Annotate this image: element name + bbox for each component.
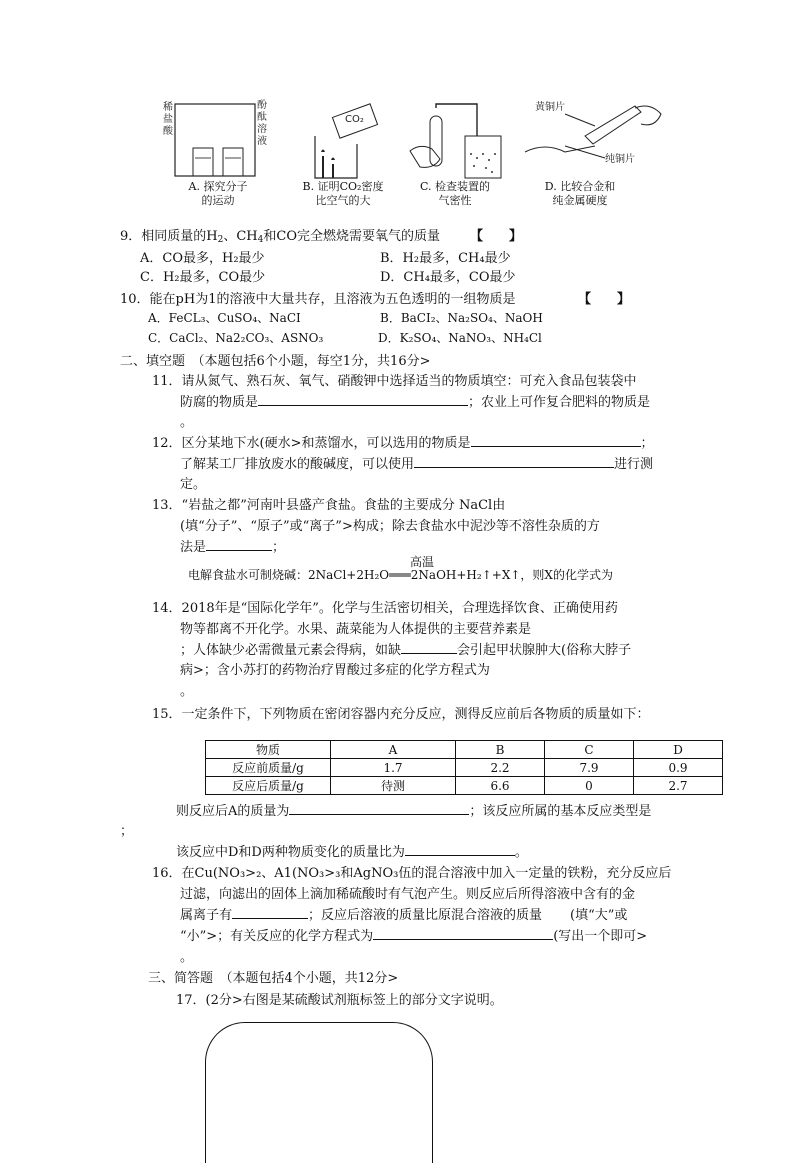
- table-row: [206, 777, 723, 795]
- table-header-cell: 物质: [206, 741, 331, 759]
- question-9-option-a: A．CO最多，H₂最少: [140, 251, 265, 266]
- question-14-line-4: 病>；含小苏打的药物治疗胃酸过多症的化学方程式为: [180, 663, 490, 678]
- question-12-line-1: 12．区分某地下水(硬水>和蒸馏水，可以选用的物质是 ；: [152, 436, 654, 451]
- question-13-line-3: 法是 ；: [180, 540, 286, 555]
- question-13-line-4: 电解食盐水可制烧碱：2NaCl+2H₂O═══2NaOH+H₂↑+X↑，则X的化学式为: [188, 568, 613, 582]
- question-17-line-1: 17．(2分>右图是某硫酸试剂瓶标签上的部分文字说明。: [176, 993, 503, 1008]
- figure-d-apparatus: [525, 100, 661, 165]
- figure-a-apparatus: [163, 98, 267, 176]
- figure-a-label-right-glyph: 酚: [257, 100, 267, 111]
- question-15-line-4: 该反应中D和D两种物质变化的质量比为 。: [176, 845, 528, 860]
- table-cell: 6.6: [456, 777, 545, 795]
- question-15-line-1: 15．一定条件下，下列物质在密闭容器内充分反应，测得反应前后各物质的质量如下：: [152, 707, 650, 722]
- figure-b-apparatus: [315, 104, 378, 178]
- table-cell: 反应后质量/g: [206, 777, 331, 795]
- question-16-line-2: 过滤，向滤出的固体上滴加稀硫酸时有气泡产生。则反应后所得溶液中含有的金: [180, 887, 636, 902]
- figure-c-apparatus: [410, 104, 501, 178]
- experiment-figures: [165, 96, 685, 214]
- question-12-line-2: 了解某工厂排放废水的酸碱度，可以使用 进行测: [180, 457, 654, 472]
- figure-a-label-left-glyph: 稀: [163, 102, 173, 113]
- figure-a-label-right-glyph: 酞: [257, 112, 267, 123]
- question-16-line-3: 属离子有 ；反应后溶液的质量比原混合溶液的质量 (填“大”或: [180, 908, 628, 923]
- svg-text:CO₂: CO₂: [345, 114, 364, 125]
- mass-table: [205, 740, 723, 795]
- question-14-line-5: 。: [180, 684, 194, 699]
- question-10-option-b: B．BaCI₂、Na₂SO₄、NaOH: [380, 311, 543, 325]
- table-cell: 1.7: [331, 759, 456, 777]
- question-11-line-2: 防腐的物质是 ；农业上可作复合肥料的物质是: [180, 395, 651, 410]
- svg-text:纯铜片: 纯铜片: [605, 154, 635, 165]
- table-row: [206, 759, 723, 777]
- question-14-line-1: 14．2018年是“国际化学年”。化学与生活密切相关，合理选择饮食、正确使用药: [152, 601, 618, 616]
- question-16-line-1: 16．在Cu(NO₃>₂、A1(NO₃>₃和AgNO₃伍的混合溶液中加入一定量的铁粉，充分反应后: [152, 866, 672, 881]
- question-9-option-d: D．CH₄最多，CO最少: [380, 270, 516, 285]
- table-header-cell: D: [634, 741, 723, 759]
- table-cell: 待测: [331, 777, 456, 795]
- question-12-line-3: 定。: [180, 477, 207, 492]
- figure-c-caption: C. 检查装置的 气密性: [419, 180, 491, 207]
- question-15-line-3: ；: [120, 824, 134, 839]
- reaction-condition: 高温: [410, 555, 435, 569]
- question-16-line-4: “小”>；有关反应的化学方程式为 (写出一个即可>: [180, 929, 648, 944]
- figure-d-caption: D. 比较合金和 纯金属硬度: [544, 180, 616, 207]
- figure-a-label-left-glyph: 酸: [163, 126, 173, 137]
- table-cell: 7.9: [545, 759, 634, 777]
- table-cell: 反应前质量/g: [206, 759, 331, 777]
- question-10-bracket: 【 】: [578, 292, 631, 307]
- question-9-bracket: 【 】: [470, 229, 523, 244]
- question-10-option-d: D．K₂SO₄、NaNO₃、NH₄Cl: [378, 331, 542, 345]
- question-11-line-1: 11．请从氮气、熟石灰、氧气、硝酸钾中选择适当的物质填空：可充入食品包装袋中: [152, 374, 637, 389]
- experiment-diagrams: [165, 96, 685, 186]
- section-2-title: 二、填空题 （本题包括6个小题，每空1分，共16分>: [120, 354, 431, 369]
- table-header-cell: B: [456, 741, 545, 759]
- table-cell: 0: [545, 777, 634, 795]
- question-16-line-5: 。: [180, 950, 194, 965]
- section-3-title: 三、简答题 （本题包括4个小题，共12分>: [148, 971, 399, 986]
- question-9-option-b: B．H₂最多，CH₄最少: [380, 251, 511, 266]
- question-9-option-c: C．H₂最多，CO最少: [140, 270, 266, 285]
- table-cell: 0.9: [634, 759, 723, 777]
- reagent-label-box: [205, 1022, 433, 1163]
- figure-a-label-right-glyph: 液: [257, 136, 267, 147]
- svg-text:黄铜片: 黄铜片: [535, 102, 565, 113]
- question-14-line-2: 物等都离不开化学。水果、蔬菜能为人体提供的主要营养素是: [180, 622, 532, 637]
- table-cell: 2.2: [456, 759, 545, 777]
- question-10-stem: 10．能在pH为1的溶液中大量共存，且溶液为五色透明的一组物质是: [120, 292, 516, 307]
- table-header-cell: A: [331, 741, 456, 759]
- figure-a-label-left-glyph: 盐: [163, 114, 173, 125]
- table-header-cell: C: [545, 741, 634, 759]
- table-cell: 2.7: [634, 777, 723, 795]
- question-10-option-c: C．CaCl₂、Na2₂CO₃、ASNO₃: [148, 331, 324, 345]
- question-10-option-a: A．FeCL₃、CuSO₄、NaCI: [148, 311, 301, 325]
- question-15-line-2: 则反应后A的质量为 ；该反应所属的基本反应类型是: [176, 804, 652, 819]
- question-13-line-2: (填“分子”、“原子”或“离子”>构成；除去食盐水中泥沙等不溶性杂质的方: [180, 519, 600, 534]
- figure-a-label-right-glyph: 溶: [257, 124, 267, 135]
- table-header-row: [206, 741, 723, 759]
- question-9-stem: 9．相同质量的$H_2$、$CH_4$和CO完全燃烧需要氧气的质量: [120, 229, 440, 245]
- figure-a-caption: A. 探究分子 的运动: [188, 180, 248, 207]
- figure-b-caption: B. 证明CO₂密度 比空气的大: [302, 180, 384, 207]
- question-13-line-1: 13．“岩盐之都”河南叶县盛产食盐。食盐的主要成分 NaCl由: [152, 498, 506, 513]
- question-11-line-3: 。: [180, 415, 194, 430]
- question-14-line-3: ；人体缺少必需微量元素会得病，如缺 会引起甲状腺肿大(俗称大脖子: [180, 643, 632, 658]
